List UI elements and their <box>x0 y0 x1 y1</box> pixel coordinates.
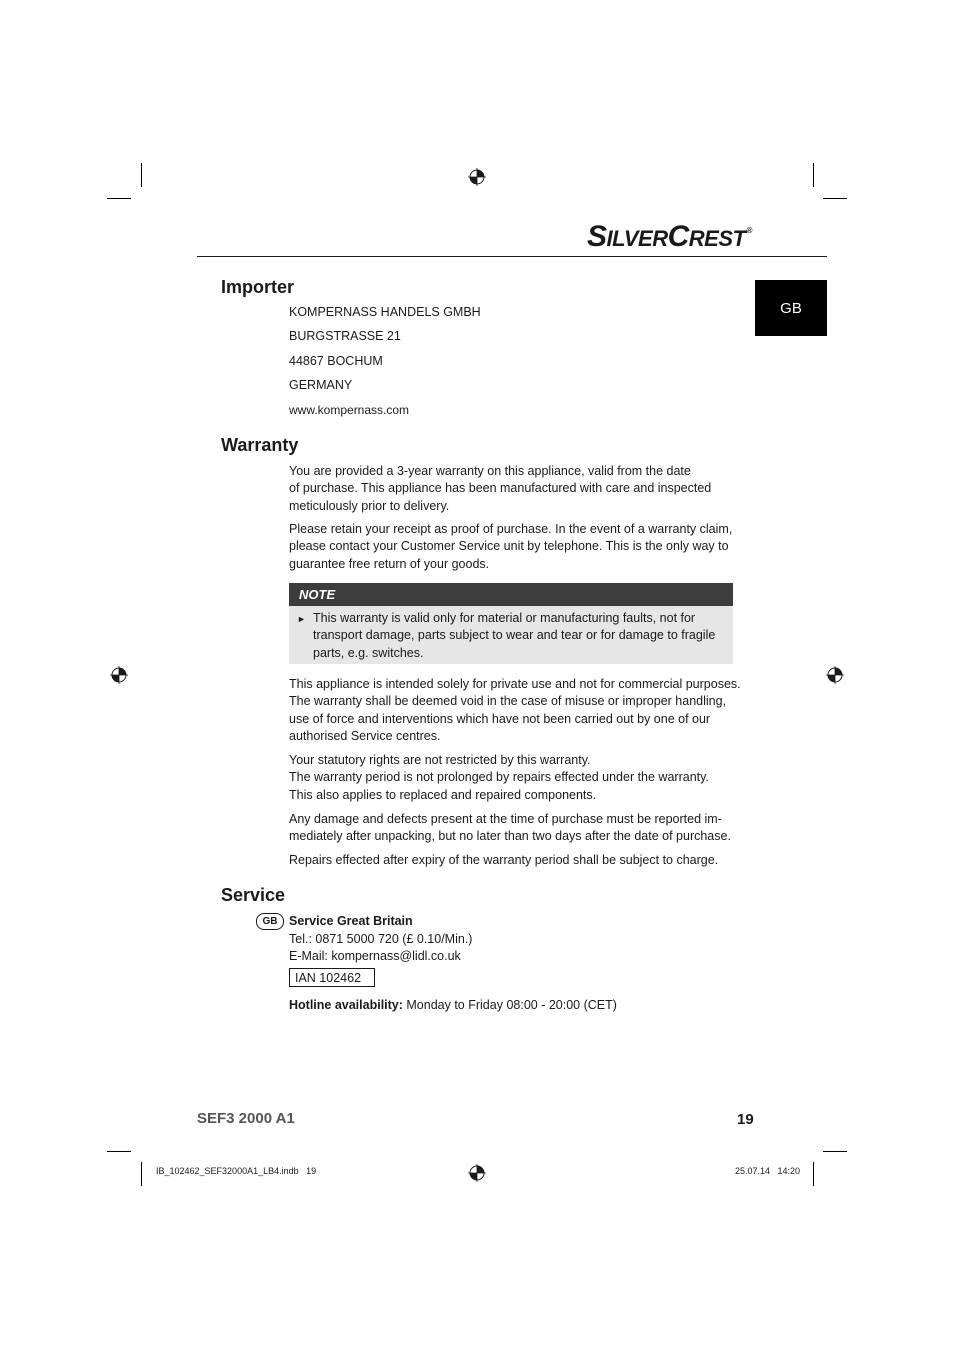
crop-mark <box>107 198 131 199</box>
registration-mark-icon <box>468 168 486 186</box>
slug-file: IB_102462_SEF32000A1_LB4.indb 19 <box>156 1166 317 1176</box>
page-number: 19 <box>737 1111 754 1128</box>
language-tab: GB <box>755 280 827 336</box>
importer-line: BURGSTRASSE 21 <box>289 329 401 343</box>
arrow-right-icon: ► <box>297 614 306 624</box>
service-title: Service Great Britain <box>289 914 413 928</box>
service-email: E-Mail: kompernass@lidl.co.uk <box>289 949 461 963</box>
crop-mark <box>107 1151 131 1152</box>
warranty-paragraph: Any damage and defects present at the time of purchase must be reported im- mediately after unpacking, but no later than two days after the date of purchase. <box>289 812 731 844</box>
crop-mark <box>141 163 142 187</box>
registration-mark-icon <box>826 666 844 684</box>
registration-mark-icon <box>468 1164 486 1182</box>
crop-mark <box>141 1162 142 1186</box>
importer-line: KOMPERNASS HANDELS GMBH <box>289 305 481 319</box>
brand-logo: SILVERCREST® <box>587 220 752 253</box>
note-text: This warranty is valid only for material or manufacturing faults, not for transport damage, parts subject to wear and tear or for damage to fragile parts, e.g. switches. <box>313 611 716 660</box>
crop-mark <box>813 1162 814 1186</box>
slug-date: 25.07.14 14:20 <box>735 1166 801 1176</box>
crop-mark <box>823 198 847 199</box>
header-rule <box>197 256 827 257</box>
warranty-paragraph: Your statutory rights are not restricted by this warranty. The warranty period is not prolonged by repairs effected under the warranty. This also applies to replaced and repaired components. <box>289 753 709 802</box>
importer-heading: Importer <box>221 277 295 297</box>
registration-mark-icon <box>110 666 128 684</box>
importer-line: GERMANY <box>289 378 353 392</box>
warranty-paragraph: Please retain your receipt as proof of purchase. In the event of a warranty claim, please contact your Customer Service unit by telephone. This is the only way to guarantee free return of your goods. <box>289 522 733 571</box>
note-body <box>289 606 733 664</box>
warranty-paragraph: Repairs effected after expiry of the warranty period shall be subject to charge. <box>289 853 719 867</box>
crop-mark <box>813 163 814 187</box>
service-heading: Service <box>221 885 286 905</box>
hotline-availability: Hotline availability: Monday to Friday 08:00 - 20:00 (CET) <box>289 998 617 1012</box>
country-badge: GB <box>256 913 284 930</box>
importer-line: 44867 BOCHUM <box>289 354 383 368</box>
service-tel: Tel.: 0871 5000 720 (£ 0.10/Min.) <box>289 932 473 946</box>
importer-website: www.kompernass.com <box>289 403 410 417</box>
ian-box: IAN 102462 <box>289 968 375 987</box>
footer-model: SEF3 2000 A1 <box>197 1110 295 1127</box>
crop-mark <box>823 1151 847 1152</box>
warranty-paragraph: You are provided a 3-year warranty on this appliance, valid from the date of purchase. This appliance has been manufactured with care and inspected meticulously prior to delivery. <box>289 464 712 513</box>
warranty-heading: Warranty <box>221 435 299 455</box>
warranty-paragraph: This appliance is intended solely for private use and not for commercial purposes. The warranty shall be deemed void in the case of misuse or improper handling, use of force and interventions which have not been carried out by one of our authorised Service centres. <box>289 677 741 743</box>
note-header: NOTE <box>289 583 733 606</box>
